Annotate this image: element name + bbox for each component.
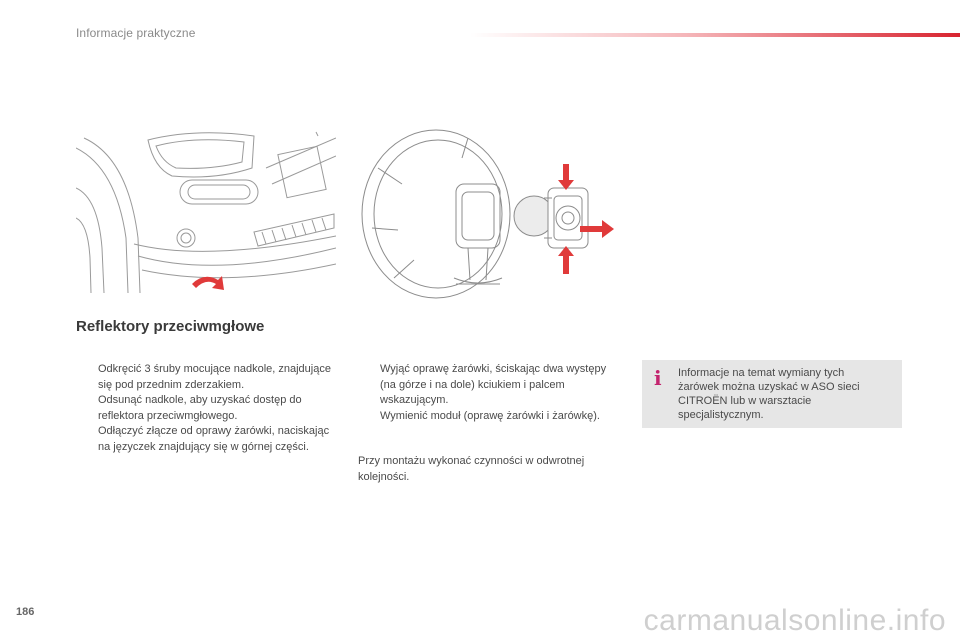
fog-lamp-bulb-illustration [358, 128, 622, 300]
step-text: Odkręcić 3 śruby mocujące nadkole, znajdujące się pod przednim zderzakiem. [98, 363, 331, 391]
info-text: Informacje na temat wymiany tych żarówek można uzyskać w ASO sieci CITROËN lub w warsztacie specjalistycznym. [678, 367, 860, 421]
info-box [642, 360, 902, 428]
steps-list-left [76, 362, 338, 455]
section-title: Reflektory przeciwmgłowe [76, 318, 265, 335]
list-item [76, 362, 338, 393]
watermark: carmanualsonline.info [643, 604, 946, 637]
bumper-illustration [76, 128, 336, 298]
header-accent-rule [470, 33, 960, 37]
step-text: Odłączyć złącze od oprawy żarówki, naciskając na języczek znajdujący się w górnej części. [98, 425, 330, 453]
step-text: Wymienić moduł (oprawę żarówki i żarówkę). [380, 409, 600, 422]
list-item [358, 362, 620, 409]
info-icon: i [654, 366, 662, 390]
step-text: Odsunąć nadkole, aby uzyskać dostęp do reflektora przeciwmgłowego. [98, 394, 302, 422]
list-item [76, 424, 338, 455]
steps-list-right [358, 362, 620, 424]
reassembly-note: Przy montażu wykonać czynności w odwrotnej kolejności. [358, 455, 585, 483]
section-header: Informacje praktyczne [76, 26, 196, 40]
list-item [76, 393, 338, 424]
page-number: 186 [16, 606, 35, 618]
step-text: Wyjąć oprawę żarówki, ściskając dwa występy (na górze i na dole) kciukiem i palcem wskazującym. [380, 363, 607, 406]
list-item [358, 409, 620, 425]
